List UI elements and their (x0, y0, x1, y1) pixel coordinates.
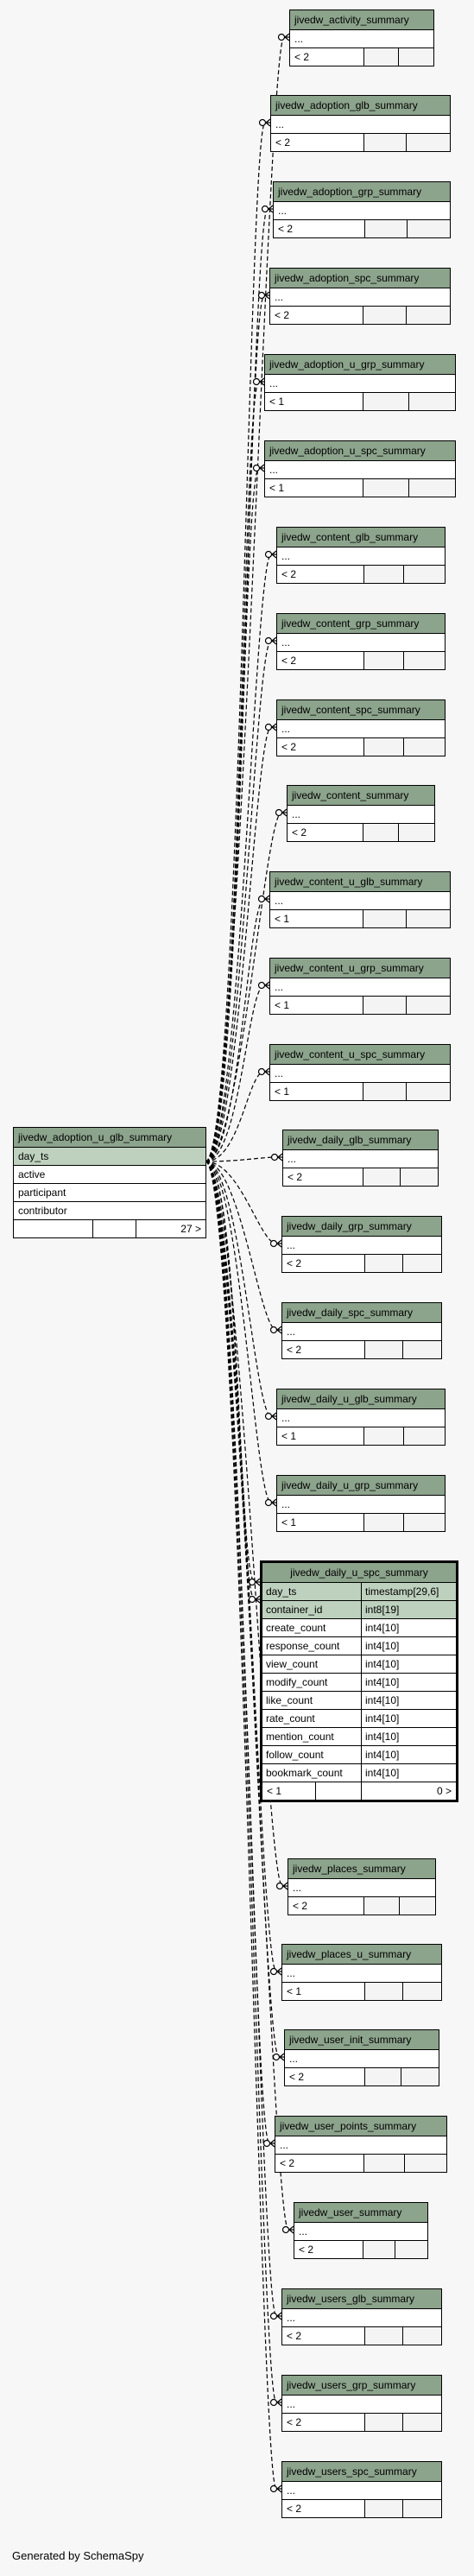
column-type: int4[10] (365, 1712, 400, 1725)
column-type: int4[10] (365, 1622, 400, 1634)
table-footer (265, 479, 455, 497)
parents-count[interactable]: < 2 (294, 2241, 363, 2258)
column-name: like_count (262, 1692, 362, 1709)
column-type: int4[10] (365, 1749, 400, 1761)
column-type: int4[10] (365, 1767, 400, 1779)
crow-foot-circle (266, 1500, 272, 1506)
parents-count[interactable]: < 2 (277, 652, 364, 669)
table-header[interactable]: jivedw_daily_glb_summary (283, 1130, 438, 1150)
column-name: rate_count (262, 1710, 362, 1727)
table-header[interactable]: jivedw_users_spc_summary (282, 2462, 441, 2482)
children-count[interactable]: 0 > (436, 1785, 452, 1797)
crow-foot-circle (272, 1155, 278, 1161)
table-header[interactable]: jivedw_daily_spc_summary (282, 1303, 441, 1323)
parents-count[interactable]: < 1 (277, 1427, 364, 1445)
table-jivedw-content-u-grp-summary[interactable] (269, 958, 451, 1015)
table-header[interactable]: jivedw_content_summary (288, 786, 434, 806)
crow-foot-circle (271, 1327, 277, 1333)
parents-count[interactable]: < 1 (270, 997, 363, 1014)
crow-foot-circle (262, 206, 269, 212)
table-footer (277, 1427, 445, 1445)
table-header[interactable]: jivedw_activity_summary (290, 10, 433, 30)
table-header[interactable]: jivedw_content_glb_summary (277, 528, 445, 547)
table-jivedw-daily-u-glb-summary[interactable] (276, 1389, 446, 1446)
table-jivedw-content-glb-summary[interactable] (276, 527, 446, 584)
table-footer (282, 1983, 441, 2000)
crow-foot-circle (274, 2054, 280, 2060)
parents-count[interactable]: < 2 (283, 1168, 363, 1186)
more-columns: ... (277, 547, 445, 566)
parents-count[interactable]: < 1 (282, 1983, 365, 2000)
table-footer (277, 1514, 445, 1531)
more-columns: ... (277, 634, 445, 652)
parents-count[interactable]: < 2 (270, 307, 363, 324)
table-jivedw-user-summary[interactable] (294, 2202, 428, 2259)
column-name: modify_count (262, 1674, 362, 1691)
table-jivedw-users-grp-summary[interactable] (281, 2375, 442, 2432)
parents-count[interactable]: < 2 (285, 2068, 365, 2085)
column-name: container_id (262, 1601, 362, 1618)
table-jivedw-daily-spc-summary[interactable] (281, 1302, 442, 1359)
relationship-line (205, 123, 265, 1161)
crow-foot-circle (266, 1414, 272, 1420)
more-columns: ... (270, 1065, 450, 1083)
table-jivedw-content-grp-summary[interactable] (276, 613, 446, 670)
relationship-line (205, 899, 264, 1161)
table-jivedw-adoption-glb-summary[interactable] (270, 95, 451, 152)
crow-foot-circle (259, 983, 265, 989)
column-name: response_count (262, 1637, 362, 1655)
table-jivedw-adoption-u-spc-summary[interactable] (264, 440, 456, 497)
table-footer (275, 2155, 446, 2172)
table-header[interactable]: jivedw_adoption_u_spc_summary (265, 441, 455, 461)
more-columns: ... (282, 2396, 441, 2414)
column-type: int4[10] (365, 1658, 400, 1670)
crow-foot-circle (283, 2227, 289, 2233)
table-jivedw-daily-u-grp-summary[interactable] (276, 1475, 446, 1532)
parents-count[interactable]: < 1 (265, 479, 363, 497)
crow-foot-circle (250, 1597, 256, 1603)
table-jivedw-activity-summary[interactable] (289, 9, 434, 66)
column-name: view_count (262, 1655, 362, 1673)
column-name: create_count (262, 1619, 362, 1636)
table-header[interactable]: jivedw_content_u_spc_summary (270, 1045, 450, 1065)
more-columns: ... (288, 806, 434, 824)
table-header[interactable]: jivedw_daily_u_spc_summary (262, 1563, 456, 1583)
table-header[interactable]: jivedw_places_summary (288, 1859, 435, 1879)
table-footer (277, 738, 445, 756)
table-header[interactable]: jivedw_places_u_summary (282, 1945, 441, 1965)
table-header[interactable]: jivedw_content_u_grp_summary (270, 959, 450, 978)
more-columns: ... (294, 2223, 427, 2241)
table-footer (282, 2500, 441, 2517)
more-columns: ... (290, 30, 433, 48)
parents-count[interactable]: < 2 (282, 2414, 365, 2431)
crow-foot-circle (260, 120, 266, 126)
table-jivedw-user-init-summary[interactable] (284, 2029, 439, 2086)
more-columns: ... (277, 1496, 445, 1514)
table-footer (271, 134, 450, 151)
table-footer (265, 393, 455, 410)
table-jivedw-adoption-grp-summary[interactable] (273, 181, 451, 238)
more-columns: ... (282, 1237, 441, 1255)
column-type: int8[19] (362, 1601, 456, 1618)
crow-foot-circle (254, 465, 260, 472)
more-columns: ... (265, 461, 455, 479)
more-columns: ... (288, 1879, 435, 1897)
column-name: follow_count (262, 1746, 362, 1763)
relationship-line (205, 468, 259, 1161)
more-columns: ... (271, 116, 450, 134)
table-footer (283, 1168, 438, 1186)
table-jivedw-content-summary[interactable] (287, 785, 435, 842)
column-day-ts (262, 1583, 456, 1601)
table-header[interactable]: jivedw_adoption_grp_summary (274, 182, 450, 202)
table-header[interactable]: jivedw_adoption_spc_summary (270, 269, 450, 288)
column-view-count (262, 1655, 456, 1674)
table-jivedw-content-u-spc-summary[interactable] (269, 1044, 451, 1101)
table-header[interactable]: jivedw_content_u_glb_summary (270, 872, 450, 892)
parents-count[interactable]: < 2 (282, 2327, 365, 2345)
parents-count[interactable]: < 2 (282, 1255, 365, 1272)
table-header[interactable]: jivedw_daily_u_grp_summary (277, 1476, 445, 1496)
crow-foot-circle (271, 1969, 277, 1975)
table-jivedw-places-u-summary[interactable] (281, 1944, 442, 2001)
table-jivedw-user-points-summary[interactable] (275, 2116, 447, 2173)
column-rate-count (262, 1710, 456, 1728)
table-header[interactable]: jivedw_daily_grp_summary (282, 1217, 441, 1237)
crow-foot-circle (271, 1241, 277, 1247)
children-count[interactable]: 27 > (180, 1223, 201, 1235)
table-footer (14, 1220, 205, 1237)
more-columns: ... (270, 892, 450, 910)
table-jivedw-places-summary[interactable] (288, 1858, 436, 1915)
more-columns: ... (285, 2050, 439, 2068)
table-header[interactable]: jivedw_user_points_summary (275, 2117, 446, 2136)
parents-count[interactable]: < 1 (262, 1782, 316, 1800)
more-columns: ... (265, 375, 455, 393)
relationship-line (205, 1161, 271, 1416)
column-response-count (262, 1637, 456, 1655)
crow-foot-circle (254, 379, 260, 385)
table-footer (294, 2241, 427, 2258)
parents-count[interactable]: < 1 (265, 393, 363, 410)
table-footer (270, 997, 450, 1014)
table-footer (282, 1255, 441, 1272)
crow-foot-circle (271, 2313, 277, 2320)
more-columns: ... (283, 1150, 438, 1168)
parents-count[interactable]: < 2 (288, 824, 363, 841)
column-mention-count (262, 1728, 456, 1746)
table-header[interactable]: jivedw_content_spc_summary (277, 700, 445, 720)
table-footer (277, 566, 445, 583)
table-header[interactable]: jivedw_users_glb_summary (282, 2289, 441, 2309)
column-contributor: contributor (14, 1202, 205, 1220)
table-jivedw-adoption-u-glb-summary[interactable] (13, 1127, 206, 1238)
column-type: int4[10] (365, 1731, 400, 1743)
table-footer (285, 2068, 439, 2085)
parents-count[interactable]: < 1 (270, 1083, 363, 1100)
table-footer (270, 307, 450, 324)
more-columns: ... (275, 2136, 446, 2155)
parents-count[interactable]: < 1 (277, 1514, 364, 1531)
table-footer (282, 2327, 441, 2345)
parents-count[interactable]: < 2 (274, 220, 365, 237)
more-columns: ... (270, 288, 450, 307)
more-columns: ... (282, 1965, 441, 1983)
relationship-line (205, 209, 268, 1161)
column-name: day_ts (262, 1583, 362, 1600)
more-columns: ... (274, 202, 450, 220)
table-footer (270, 1083, 450, 1100)
crow-foot-circle (271, 2486, 277, 2492)
table-header[interactable]: jivedw_adoption_u_grp_summary (265, 355, 455, 375)
parents-count[interactable]: < 2 (282, 1341, 365, 1358)
column-create-count (262, 1619, 456, 1637)
crow-foot-circle (250, 1579, 256, 1585)
parents-count[interactable]: < 2 (275, 2155, 364, 2172)
parents-count[interactable]: < 2 (277, 738, 364, 756)
more-columns: ... (277, 720, 445, 738)
more-columns: ... (277, 1409, 445, 1427)
crow-foot-circle (276, 810, 282, 816)
table-jivedw-adoption-u-grp-summary[interactable] (264, 354, 456, 411)
parents-count[interactable]: < 2 (282, 2500, 365, 2517)
table-jivedw-daily-glb-summary[interactable] (282, 1130, 439, 1187)
parents-count[interactable]: < 2 (277, 566, 364, 583)
more-columns: ... (282, 2309, 441, 2327)
crow-foot-circle (271, 2400, 277, 2406)
table-footer (270, 910, 450, 927)
table-header[interactable]: jivedw_daily_u_glb_summary (277, 1389, 445, 1409)
column-follow-count (262, 1746, 456, 1764)
table-footer (282, 2414, 441, 2431)
crow-foot-circle (259, 896, 265, 902)
table-footer (277, 652, 445, 669)
more-columns: ... (282, 2482, 441, 2500)
column-active: active (14, 1166, 205, 1184)
table-header[interactable]: jivedw_users_grp_summary (282, 2376, 441, 2396)
crow-foot-circle (259, 1069, 265, 1075)
crow-foot-circle (266, 638, 272, 644)
table-jivedw-daily-grp-summary[interactable] (281, 1216, 442, 1273)
table-footer (288, 824, 434, 841)
table-header[interactable]: jivedw_content_grp_summary (277, 614, 445, 634)
crow-foot-circle (266, 552, 272, 558)
column-like-count (262, 1692, 456, 1710)
column-type: int4[10] (365, 1640, 400, 1652)
table-header[interactable]: jivedw_user_summary (294, 2203, 427, 2223)
column-bookmark-count (262, 1764, 456, 1782)
column-type: timestamp[29,6] (362, 1583, 456, 1600)
column-type: int4[10] (365, 1676, 400, 1688)
parents-count[interactable]: < 2 (271, 134, 364, 151)
table-jivedw-content-spc-summary[interactable] (276, 699, 446, 756)
table-jivedw-content-u-glb-summary[interactable] (269, 871, 451, 928)
column-modify-count (262, 1674, 456, 1692)
parents-count[interactable]: < 2 (288, 1897, 364, 1915)
key-column: day_ts (14, 1148, 205, 1166)
column-list (262, 1583, 456, 1782)
generated-by-label: Generated by SchemaSpy (12, 2549, 144, 2562)
crow-foot-circle (279, 35, 285, 41)
parents-count[interactable]: < 1 (270, 910, 363, 927)
column-container-id (262, 1601, 456, 1619)
crow-foot-circle (277, 1883, 283, 1889)
column-name: bookmark_count (262, 1764, 362, 1782)
more-columns: ... (270, 978, 450, 997)
column-type: int4[10] (365, 1694, 400, 1706)
table-header[interactable]: jivedw_adoption_glb_summary (271, 96, 450, 116)
table-footer (290, 48, 433, 66)
crow-foot-circle (266, 725, 272, 731)
relationship-line (205, 295, 264, 1161)
parents-count[interactable]: < 2 (290, 48, 364, 66)
table-jivedw-users-spc-summary[interactable] (281, 2461, 442, 2518)
table-header[interactable]: jivedw_adoption_u_glb_summary (14, 1128, 205, 1148)
more-columns: ... (282, 1323, 441, 1341)
crow-foot-circle (259, 293, 265, 299)
table-header[interactable]: jivedw_user_init_summary (285, 2030, 439, 2050)
table-footer (288, 1897, 435, 1915)
column-participant: participant (14, 1184, 205, 1202)
crow-foot-circle (264, 2141, 270, 2147)
table-jivedw-daily-u-spc-summary[interactable] (260, 1560, 458, 1802)
relationship-line (205, 1157, 277, 1161)
relationship-line (205, 1161, 276, 2489)
table-footer (262, 1782, 456, 1800)
table-jivedw-users-glb-summary[interactable] (281, 2288, 442, 2345)
column-name: mention_count (262, 1728, 362, 1745)
table-footer (282, 1341, 441, 1358)
table-footer (274, 220, 450, 237)
table-jivedw-adoption-spc-summary[interactable] (269, 268, 451, 325)
